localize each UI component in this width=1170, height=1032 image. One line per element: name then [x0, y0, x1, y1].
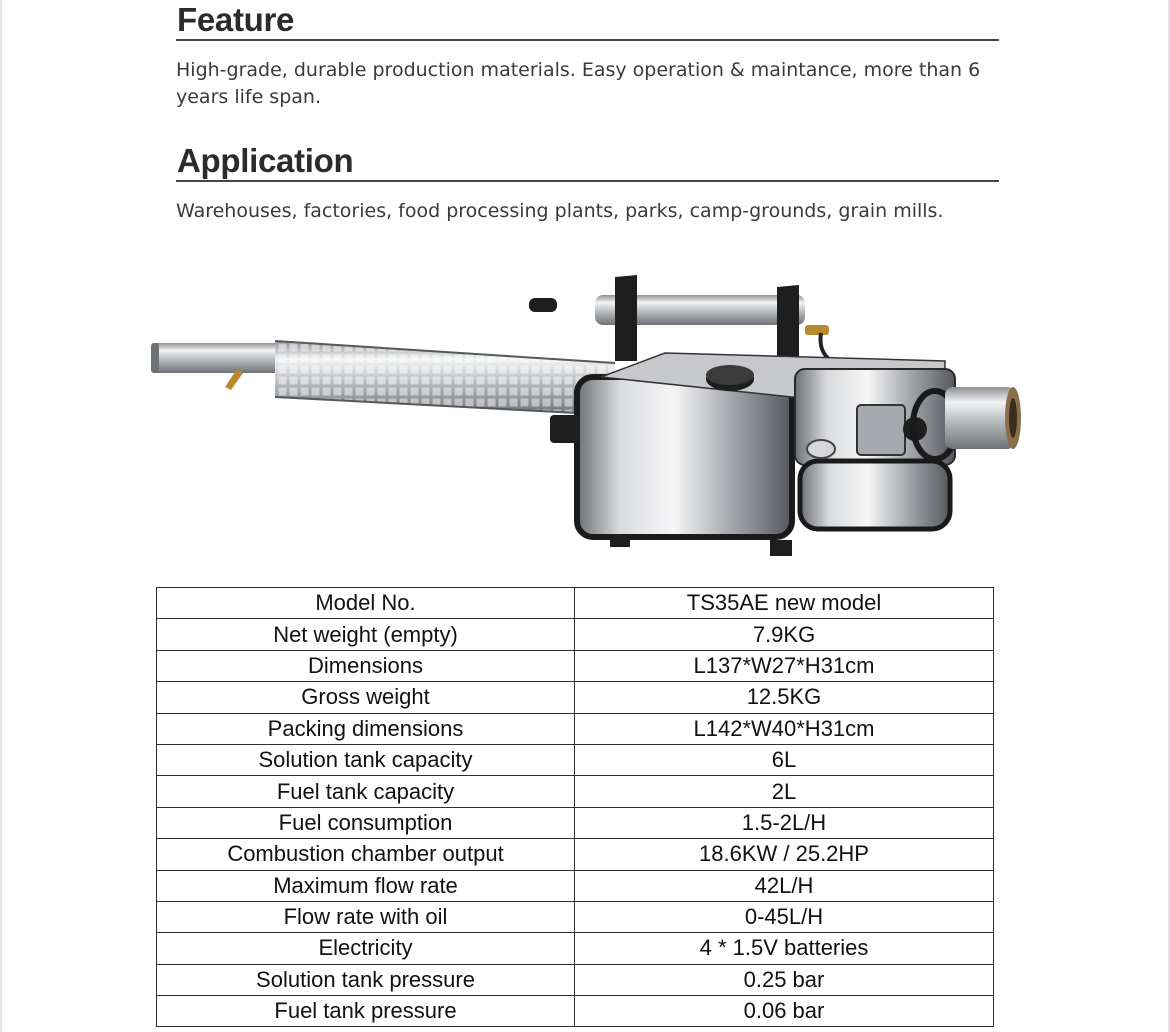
spec-label: Fuel consumption	[157, 807, 575, 838]
table-row	[157, 619, 994, 650]
spec-label: Packing dimensions	[157, 713, 575, 744]
spec-label: Electricity	[157, 933, 575, 964]
spec-label: Combustion chamber output	[157, 839, 575, 870]
feature-heading: Feature	[177, 1, 295, 38]
spec-label: Fuel tank capacity	[157, 776, 575, 807]
spec-label: Model No.	[157, 588, 575, 619]
exhaust-cylinder	[945, 387, 1021, 449]
spec-value: 0-45L/H	[575, 901, 994, 932]
table-row	[157, 901, 994, 932]
product-image	[145, 265, 1025, 565]
spec-value: 6L	[575, 744, 994, 775]
perforated-grill-tube	[275, 341, 615, 415]
table-row	[157, 964, 994, 995]
spec-label: Maximum flow rate	[157, 870, 575, 901]
spec-label: Solution tank capacity	[157, 744, 575, 775]
spec-label: Dimensions	[157, 650, 575, 681]
spec-value: 42L/H	[575, 870, 994, 901]
table-row	[157, 807, 994, 838]
spec-value: 12.5KG	[575, 682, 994, 713]
application-divider	[176, 180, 999, 182]
spec-value: 0.06 bar	[575, 996, 994, 1027]
spec-value: 7.9KG	[575, 619, 994, 650]
spec-value: TS35AE new model	[575, 588, 994, 619]
feature-text: High-grade, durable production materials. Easy operation & maintance, more than 6 years life span.	[176, 59, 981, 108]
table-row	[157, 933, 994, 964]
page-left-edge	[0, 0, 2, 1032]
table-row	[157, 650, 994, 681]
spec-value: 1.5-2L/H	[575, 807, 994, 838]
table-row	[157, 996, 994, 1027]
spec-value: 0.25 bar	[575, 964, 994, 995]
spec-label: Gross weight	[157, 682, 575, 713]
spec-value: L137*W27*H31cm	[575, 650, 994, 681]
feature-divider	[176, 39, 999, 41]
table-row	[157, 776, 994, 807]
engine-assembly	[795, 369, 957, 529]
nozzle-pipe	[151, 343, 279, 373]
table-row	[157, 588, 994, 619]
spec-value: L142*W40*H31cm	[575, 713, 994, 744]
table-row	[157, 744, 994, 775]
spec-label: Net weight (empty)	[157, 619, 575, 650]
table-row	[157, 682, 994, 713]
table-row	[157, 713, 994, 744]
table-row	[157, 870, 994, 901]
table-row	[157, 839, 994, 870]
spec-value: 2L	[575, 776, 994, 807]
spec-label: Solution tank pressure	[157, 964, 575, 995]
spec-value: 18.6KW / 25.2HP	[575, 839, 994, 870]
specifications-table	[156, 587, 994, 1027]
spec-value: 4 * 1.5V batteries	[575, 933, 994, 964]
application-text: Warehouses, factories, food processing plants, parks, camp-grounds, grain mills.	[176, 200, 944, 222]
application-heading: Application	[177, 142, 354, 179]
spec-label: Flow rate with oil	[157, 901, 575, 932]
spec-label: Fuel tank pressure	[157, 996, 575, 1027]
